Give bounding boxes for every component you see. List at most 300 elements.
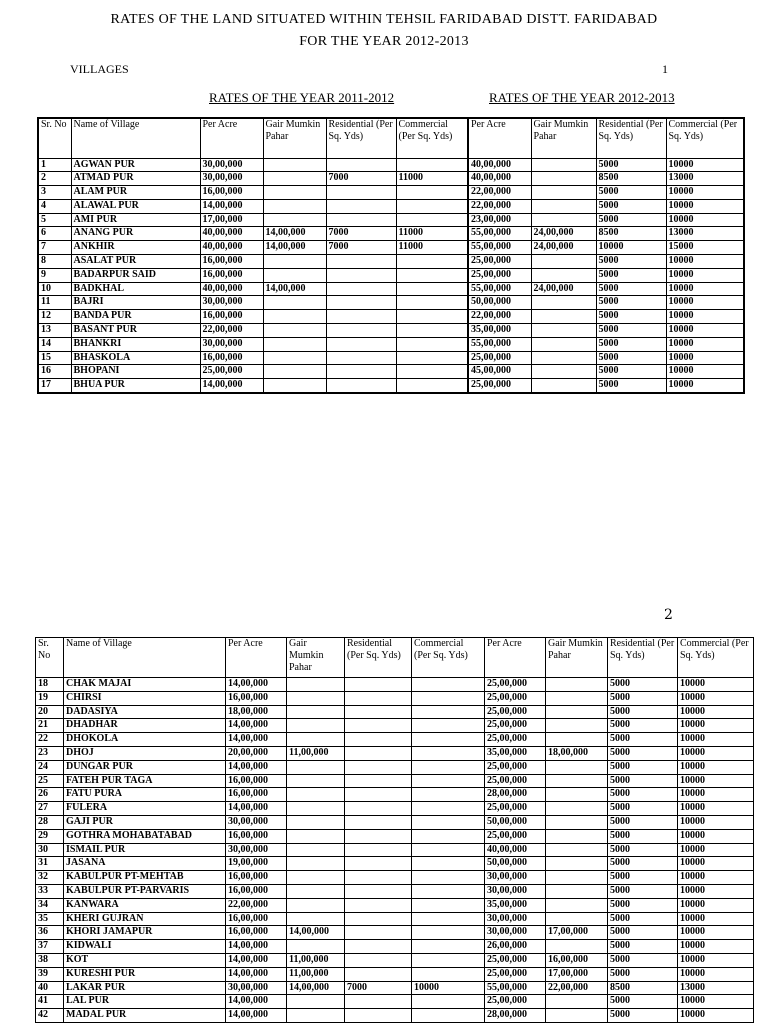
cell-village-name: LAKAR PUR: [64, 981, 226, 995]
cell-commercial-2011: [412, 774, 485, 788]
cell-gair-2011: [287, 788, 345, 802]
cell-village-name: KHERI GUJRAN: [64, 912, 226, 926]
cell-per-acre-2011: 14,00,000: [226, 802, 287, 816]
cell-sr: 8: [38, 255, 71, 269]
cell-per-acre-2011: 40,00,000: [200, 282, 263, 296]
cell-gair-2012: 16,00,000: [546, 953, 608, 967]
cell-gair-2012: [531, 310, 596, 324]
cell-residential-2012: 5000: [608, 871, 678, 885]
cell-gair-2012: [546, 843, 608, 857]
cell-commercial-2012: 10000: [666, 365, 744, 379]
cell-per-acre-2011: 14,00,000: [200, 379, 263, 393]
cell-commercial-2011: [412, 788, 485, 802]
cell-gair-2012: [531, 365, 596, 379]
cell-commercial-2012: 10000: [666, 282, 744, 296]
cell-commercial-2011: [412, 691, 485, 705]
cell-commercial-2012: 10000: [678, 746, 754, 760]
cell-residential-2011: [345, 940, 412, 954]
cell-village-name: KABULPUR PT-MEHTAB: [64, 871, 226, 885]
cell-village-name: ALAM PUR: [71, 186, 200, 200]
cell-commercial-2012: 10000: [666, 255, 744, 269]
cell-gair-2011: [287, 829, 345, 843]
table-row: [36, 871, 754, 885]
col-gair-2011: Gair Mumkin Pahar: [263, 118, 326, 158]
table-row: [36, 967, 754, 981]
cell-gair-2011: 14,00,000: [287, 981, 345, 995]
table-row: [38, 296, 744, 310]
cell-per-acre-2011: 14,00,000: [226, 760, 287, 774]
col-gair-2011: Gair Mumkin Pahar: [287, 638, 345, 678]
cell-residential-2011: 7000: [326, 241, 396, 255]
cell-gair-2012: [546, 871, 608, 885]
cell-gair-2011: [287, 678, 345, 692]
cell-commercial-2011: [412, 967, 485, 981]
table-row: [36, 719, 754, 733]
cell-sr: 30: [36, 843, 64, 857]
table-row: [36, 746, 754, 760]
cell-commercial-2012: 10000: [666, 158, 744, 172]
cell-per-acre-2012: 25,00,000: [485, 953, 546, 967]
cell-residential-2011: [326, 337, 396, 351]
cell-village-name: KHORI JAMAPUR: [64, 926, 226, 940]
cell-sr: 35: [36, 912, 64, 926]
cell-gair-2012: [546, 802, 608, 816]
cell-residential-2011: [326, 310, 396, 324]
table-row: [36, 760, 754, 774]
cell-per-acre-2011: 25,00,000: [200, 365, 263, 379]
cell-per-acre-2011: 40,00,000: [200, 227, 263, 241]
cell-gair-2012: [546, 691, 608, 705]
cell-commercial-2011: [396, 296, 468, 310]
cell-commercial-2012: 10000: [678, 1009, 754, 1023]
cell-sr: 32: [36, 871, 64, 885]
cell-sr: 18: [36, 678, 64, 692]
cell-sr: 7: [38, 241, 71, 255]
cell-per-acre-2012: 55,00,000: [468, 227, 531, 241]
cell-commercial-2011: [396, 255, 468, 269]
page-number-1: 1: [662, 62, 668, 76]
cell-sr: 23: [36, 746, 64, 760]
cell-gair-2012: 24,00,000: [531, 241, 596, 255]
cell-per-acre-2012: 26,00,000: [485, 940, 546, 954]
cell-commercial-2011: [412, 1009, 485, 1023]
cell-gair-2011: [287, 705, 345, 719]
cell-residential-2012: 5000: [608, 733, 678, 747]
rates-2011-header: RATES OF THE YEAR 2011-2012: [209, 90, 395, 105]
cell-residential-2011: [326, 296, 396, 310]
cell-residential-2011: [345, 746, 412, 760]
cell-gair-2012: [531, 255, 596, 269]
cell-gair-2011: [287, 691, 345, 705]
cell-commercial-2011: [412, 857, 485, 871]
cell-gair-2012: [546, 884, 608, 898]
cell-sr: 15: [38, 351, 71, 365]
cell-commercial-2011: 11000: [396, 172, 468, 186]
cell-gair-2012: [546, 788, 608, 802]
cell-gair-2011: [287, 719, 345, 733]
cell-commercial-2011: [412, 733, 485, 747]
cell-gair-2011: [287, 898, 345, 912]
cell-village-name: KURESHI PUR: [64, 967, 226, 981]
cell-residential-2012: 5000: [608, 678, 678, 692]
cell-commercial-2011: 11000: [396, 241, 468, 255]
cell-commercial-2012: 10000: [678, 705, 754, 719]
col-gair-2012: Gair Mumkin Pahar: [546, 638, 608, 678]
cell-commercial-2012: 10000: [678, 953, 754, 967]
cell-village-name: ATMAD PUR: [71, 172, 200, 186]
cell-residential-2011: [345, 871, 412, 885]
cell-gair-2011: [287, 760, 345, 774]
cell-gair-2011: [263, 186, 326, 200]
cell-commercial-2012: 10000: [666, 310, 744, 324]
cell-residential-2012: 5000: [608, 691, 678, 705]
cell-per-acre-2011: 16,00,000: [200, 268, 263, 282]
cell-commercial-2011: [412, 760, 485, 774]
cell-residential-2011: [345, 774, 412, 788]
col-gair-2012: Gair Mumkin Pahar: [531, 118, 596, 158]
cell-commercial-2012: 10000: [678, 774, 754, 788]
cell-per-acre-2012: 50,00,000: [468, 296, 531, 310]
cell-residential-2011: [326, 158, 396, 172]
col-sr: Sr. No: [38, 118, 71, 158]
cell-per-acre-2012: 55,00,000: [468, 241, 531, 255]
cell-residential-2011: [345, 912, 412, 926]
cell-village-name: CHAK MAJAI: [64, 678, 226, 692]
cell-commercial-2012: 10000: [678, 926, 754, 940]
table-row: [36, 774, 754, 788]
cell-per-acre-2011: 19,00,000: [226, 857, 287, 871]
cell-sr: 29: [36, 829, 64, 843]
cell-village-name: KANWARA: [64, 898, 226, 912]
cell-commercial-2011: [412, 940, 485, 954]
cell-sr: 28: [36, 815, 64, 829]
cell-sr: 2: [38, 172, 71, 186]
cell-residential-2012: 5000: [608, 940, 678, 954]
cell-per-acre-2011: 16,00,000: [226, 829, 287, 843]
cell-commercial-2012: 10000: [678, 843, 754, 857]
cell-commercial-2011: [412, 898, 485, 912]
cell-commercial-2011: [412, 912, 485, 926]
cell-commercial-2012: 10000: [678, 678, 754, 692]
cell-gair-2012: [531, 213, 596, 227]
cell-per-acre-2012: 22,00,000: [468, 186, 531, 200]
cell-residential-2011: [345, 884, 412, 898]
table-row: [36, 995, 754, 1009]
cell-gair-2012: [546, 912, 608, 926]
cell-gair-2011: [287, 815, 345, 829]
cell-commercial-2012: 10000: [678, 802, 754, 816]
cell-commercial-2011: [412, 871, 485, 885]
cell-commercial-2011: [412, 719, 485, 733]
table-row: [36, 898, 754, 912]
cell-residential-2012: 5000: [596, 351, 666, 365]
cell-commercial-2012: 10000: [678, 995, 754, 1009]
cell-per-acre-2011: 16,00,000: [226, 774, 287, 788]
cell-village-name: ANANG PUR: [71, 227, 200, 241]
cell-per-acre-2012: 25,00,000: [468, 268, 531, 282]
cell-per-acre-2012: 30,00,000: [485, 912, 546, 926]
table-row: [36, 843, 754, 857]
cell-sr: 9: [38, 268, 71, 282]
cell-per-acre-2012: 40,00,000: [468, 158, 531, 172]
cell-commercial-2012: 10000: [678, 871, 754, 885]
table-row: [36, 857, 754, 871]
cell-per-acre-2012: 25,00,000: [485, 678, 546, 692]
cell-village-name: GOTHRA MOHABATABAD: [64, 829, 226, 843]
cell-gair-2011: [263, 337, 326, 351]
cell-residential-2011: [345, 995, 412, 1009]
cell-commercial-2012: 10000: [678, 760, 754, 774]
cell-per-acre-2011: 14,00,000: [226, 940, 287, 954]
cell-village-name: MADAL PUR: [64, 1009, 226, 1023]
cell-per-acre-2011: 16,00,000: [200, 310, 263, 324]
cell-village-name: BAJRI: [71, 296, 200, 310]
cell-commercial-2011: [412, 926, 485, 940]
cell-per-acre-2012: 50,00,000: [485, 857, 546, 871]
cell-per-acre-2012: 35,00,000: [485, 898, 546, 912]
cell-per-acre-2011: 22,00,000: [200, 324, 263, 338]
cell-residential-2012: 5000: [608, 953, 678, 967]
table-row: [38, 351, 744, 365]
cell-commercial-2011: [396, 310, 468, 324]
villages-label: VILLAGES: [70, 62, 129, 76]
cell-per-acre-2012: 55,00,000: [468, 337, 531, 351]
cell-village-name: JASANA: [64, 857, 226, 871]
cell-gair-2011: [263, 268, 326, 282]
cell-village-name: BHANKRI: [71, 337, 200, 351]
cell-gair-2012: 22,00,000: [546, 981, 608, 995]
cell-residential-2012: 5000: [596, 337, 666, 351]
cell-per-acre-2012: 30,00,000: [485, 926, 546, 940]
table-row: [36, 912, 754, 926]
cell-gair-2012: [546, 733, 608, 747]
cell-residential-2011: [345, 967, 412, 981]
col-residential-2012: Residential (Per Sq. Yds): [596, 118, 666, 158]
table-row: [36, 802, 754, 816]
cell-village-name: CHIRSI: [64, 691, 226, 705]
table-row: [38, 255, 744, 269]
cell-gair-2012: [531, 158, 596, 172]
cell-residential-2011: [345, 705, 412, 719]
cell-commercial-2011: [412, 953, 485, 967]
cell-gair-2011: 14,00,000: [263, 241, 326, 255]
cell-per-acre-2012: 25,00,000: [485, 774, 546, 788]
cell-gair-2012: [531, 186, 596, 200]
cell-sr: 31: [36, 857, 64, 871]
cell-commercial-2011: [396, 158, 468, 172]
cell-sr: 36: [36, 926, 64, 940]
cell-sr: 22: [36, 733, 64, 747]
cell-gair-2012: 18,00,000: [546, 746, 608, 760]
cell-per-acre-2011: 30,00,000: [226, 843, 287, 857]
cell-per-acre-2011: 30,00,000: [226, 981, 287, 995]
cell-commercial-2011: [396, 351, 468, 365]
cell-commercial-2012: 13000: [666, 172, 744, 186]
cell-per-acre-2012: 25,00,000: [485, 705, 546, 719]
cell-residential-2012: 5000: [608, 788, 678, 802]
cell-residential-2011: [326, 255, 396, 269]
cell-gair-2012: [531, 199, 596, 213]
cell-gair-2011: [263, 379, 326, 393]
cell-commercial-2012: 10000: [678, 815, 754, 829]
cell-village-name: KABULPUR PT-PARVARIS: [64, 884, 226, 898]
cell-gair-2012: [546, 1009, 608, 1023]
cell-sr: 24: [36, 760, 64, 774]
cell-gair-2012: 24,00,000: [531, 227, 596, 241]
table-row: [36, 691, 754, 705]
cell-village-name: DADASIYA: [64, 705, 226, 719]
cell-residential-2011: [326, 365, 396, 379]
cell-commercial-2011: [412, 746, 485, 760]
cell-residential-2011: [345, 953, 412, 967]
cell-residential-2012: 5000: [608, 995, 678, 1009]
col-residential-2011: Residential (Per Sq. Yds): [326, 118, 396, 158]
cell-sr: 4: [38, 199, 71, 213]
cell-residential-2012: 5000: [596, 365, 666, 379]
cell-commercial-2012: 10000: [666, 379, 744, 393]
cell-per-acre-2011: 22,00,000: [226, 898, 287, 912]
table-row: [36, 981, 754, 995]
table-row: [36, 953, 754, 967]
cell-commercial-2011: 10000: [412, 981, 485, 995]
cell-commercial-2012: 10000: [678, 884, 754, 898]
cell-gair-2012: [531, 337, 596, 351]
cell-gair-2012: [531, 172, 596, 186]
cell-village-name: ANKHIR: [71, 241, 200, 255]
rates-table-page-1: [37, 117, 745, 394]
cell-commercial-2012: 10000: [678, 719, 754, 733]
cell-residential-2011: [326, 213, 396, 227]
cell-per-acre-2012: 30,00,000: [485, 871, 546, 885]
cell-gair-2011: 14,00,000: [263, 282, 326, 296]
cell-residential-2012: 5000: [608, 967, 678, 981]
cell-gair-2012: [546, 829, 608, 843]
cell-village-name: ASALAT PUR: [71, 255, 200, 269]
cell-residential-2011: [345, 760, 412, 774]
cell-gair-2012: [546, 760, 608, 774]
cell-residential-2012: 5000: [596, 282, 666, 296]
cell-per-acre-2012: 25,00,000: [485, 733, 546, 747]
table-row: [36, 705, 754, 719]
cell-per-acre-2011: 14,00,000: [200, 199, 263, 213]
cell-sr: 13: [38, 324, 71, 338]
cell-commercial-2011: [412, 884, 485, 898]
cell-per-acre-2011: 16,00,000: [226, 691, 287, 705]
cell-residential-2012: 5000: [608, 884, 678, 898]
cell-commercial-2011: 11000: [396, 227, 468, 241]
cell-residential-2012: 5000: [608, 926, 678, 940]
cell-village-name: KIDWALI: [64, 940, 226, 954]
cell-per-acre-2012: 25,00,000: [485, 719, 546, 733]
cell-commercial-2012: 10000: [666, 337, 744, 351]
cell-gair-2011: [263, 172, 326, 186]
cell-commercial-2012: 10000: [666, 268, 744, 282]
cell-per-acre-2011: 17,00,000: [200, 213, 263, 227]
cell-per-acre-2011: 14,00,000: [226, 995, 287, 1009]
cell-per-acre-2011: 16,00,000: [200, 255, 263, 269]
cell-gair-2011: [263, 324, 326, 338]
cell-sr: 5: [38, 213, 71, 227]
cell-village-name: ISMAIL PUR: [64, 843, 226, 857]
cell-per-acre-2012: 40,00,000: [468, 172, 531, 186]
cell-commercial-2012: 13000: [666, 227, 744, 241]
cell-gair-2011: [263, 310, 326, 324]
cell-gair-2012: [546, 705, 608, 719]
table-row: [38, 186, 744, 200]
table-row: [36, 678, 754, 692]
cell-residential-2012: 5000: [596, 255, 666, 269]
cell-gair-2011: 14,00,000: [263, 227, 326, 241]
cell-commercial-2011: [396, 213, 468, 227]
cell-commercial-2011: [412, 705, 485, 719]
cell-per-acre-2012: 25,00,000: [485, 802, 546, 816]
col-per-acre-2012: Per Acre: [468, 118, 531, 158]
cell-commercial-2011: [412, 815, 485, 829]
table-row: [38, 172, 744, 186]
cell-gair-2011: [287, 802, 345, 816]
cell-residential-2012: 5000: [596, 199, 666, 213]
cell-residential-2012: 5000: [608, 719, 678, 733]
cell-commercial-2012: 10000: [666, 213, 744, 227]
cell-gair-2012: [546, 678, 608, 692]
cell-sr: 3: [38, 186, 71, 200]
cell-per-acre-2012: 40,00,000: [485, 843, 546, 857]
cell-residential-2012: 5000: [608, 898, 678, 912]
cell-commercial-2011: [412, 678, 485, 692]
cell-per-acre-2012: 25,00,000: [485, 995, 546, 1009]
cell-commercial-2011: [396, 186, 468, 200]
table-row: [36, 733, 754, 747]
cell-gair-2011: [287, 843, 345, 857]
cell-village-name: BADKHAL: [71, 282, 200, 296]
cell-gair-2012: [531, 268, 596, 282]
cell-gair-2011: [287, 912, 345, 926]
cell-residential-2012: 5000: [596, 186, 666, 200]
cell-village-name: DHADHAR: [64, 719, 226, 733]
cell-village-name: BASANT PUR: [71, 324, 200, 338]
table-row: [36, 884, 754, 898]
cell-commercial-2011: [412, 802, 485, 816]
cell-per-acre-2011: 14,00,000: [226, 953, 287, 967]
cell-gair-2012: [546, 995, 608, 1009]
cell-commercial-2012: 10000: [666, 296, 744, 310]
table-row: [38, 365, 744, 379]
table-row: [38, 282, 744, 296]
cell-commercial-2012: 10000: [678, 788, 754, 802]
cell-per-acre-2012: 50,00,000: [485, 815, 546, 829]
cell-residential-2012: 5000: [608, 705, 678, 719]
cell-residential-2012: 5000: [608, 857, 678, 871]
cell-gair-2011: [263, 213, 326, 227]
cell-residential-2011: [326, 282, 396, 296]
col-commercial-2012: Commercial (Per Sq. Yds): [666, 118, 744, 158]
cell-sr: 38: [36, 953, 64, 967]
cell-per-acre-2011: 16,00,000: [226, 912, 287, 926]
table-row: [38, 241, 744, 255]
cell-commercial-2012: 10000: [666, 199, 744, 213]
col-commercial-2011: Commercial (Per Sq. Yds): [412, 638, 485, 678]
cell-commercial-2011: [412, 843, 485, 857]
table-row: [38, 379, 744, 393]
table-row: [38, 268, 744, 282]
cell-residential-2011: [345, 815, 412, 829]
cell-gair-2011: 11,00,000: [287, 953, 345, 967]
cell-sr: 41: [36, 995, 64, 1009]
cell-sr: 37: [36, 940, 64, 954]
cell-village-name: BADARPUR SAID: [71, 268, 200, 282]
cell-village-name: BHASKOLA: [71, 351, 200, 365]
cell-commercial-2012: 10000: [666, 351, 744, 365]
